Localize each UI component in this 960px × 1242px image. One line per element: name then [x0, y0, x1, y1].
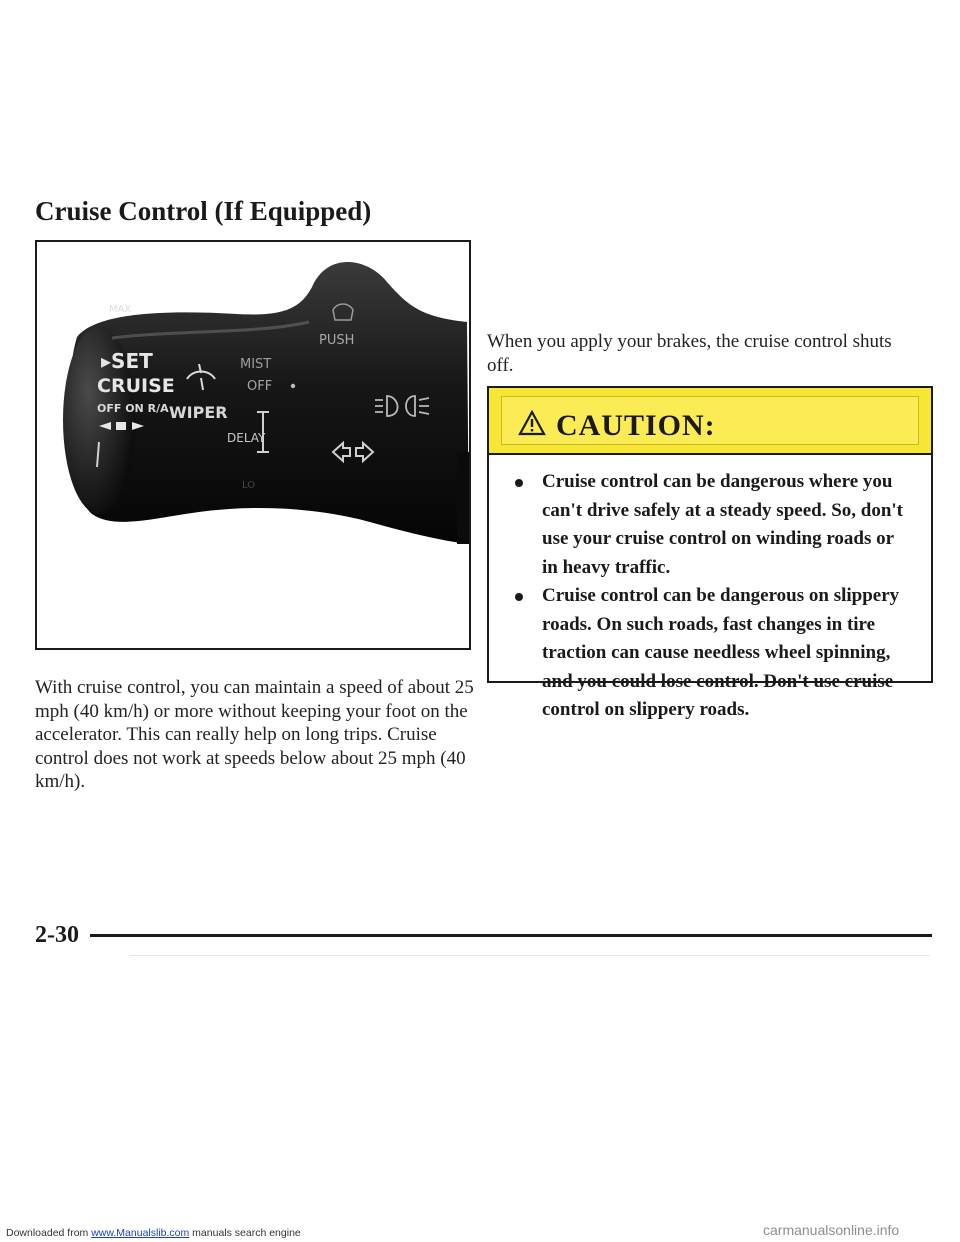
- caution-item: Cruise control can be dangerous on slippery roads. On such roads, fast changes in tire traction can cause needless wheel spinning, and you could lose control. Don't use cruise control on slippery roads.: [509, 582, 907, 725]
- brakes-intro-text: When you apply your brakes, the cruise control shuts off.: [487, 331, 892, 376]
- wiper-label: WIPER: [169, 403, 228, 422]
- off-label: OFF: [247, 379, 273, 394]
- delay-label: DELAY: [227, 431, 266, 445]
- off-on-ra-label: OFF ON R/A: [97, 402, 169, 415]
- caution-header: [489, 388, 931, 455]
- turn-signal-lever-photo: [35, 240, 471, 650]
- download-watermark: [6, 1227, 301, 1239]
- caution-item: Cruise control can be dangerous where you can't drive safely at a steady speed. So, don't use your cruise control on winding roads or in heavy traffic.: [509, 468, 907, 582]
- section-title: Cruise Control (If Equipped): [35, 196, 372, 226]
- mist-label: MIST: [240, 357, 272, 372]
- svg-text:MAX: MAX: [109, 304, 132, 315]
- caution-box: [487, 386, 933, 720]
- caution-list: [509, 468, 907, 725]
- svg-text:LO: LO: [242, 480, 256, 491]
- download-suffix: manuals search engine: [189, 1227, 301, 1239]
- caution-label: CAUTION:: [556, 409, 716, 442]
- set-label: ▸SET: [101, 349, 153, 373]
- footer-rule: [90, 934, 932, 937]
- scan-line: [130, 955, 930, 956]
- body-paragraph: With cruise control, you can maintain a speed of about 25 mph (40 km/h) or more without keeping your foot on the accelerator. This can really help on long trips. Cruise control does not work at speeds below about 25 mph (40 km/h).: [35, 677, 474, 792]
- download-prefix: Downloaded from: [6, 1227, 92, 1239]
- manualslib-link[interactable]: www.Manualslib.com: [91, 1227, 190, 1239]
- warning-triangle-icon: [518, 410, 546, 436]
- cruise-label: CRUISE: [97, 375, 175, 397]
- page-number: 2-30: [35, 922, 79, 948]
- push-label: PUSH: [319, 333, 355, 348]
- site-watermark: carmanualsonline.info: [763, 1222, 900, 1238]
